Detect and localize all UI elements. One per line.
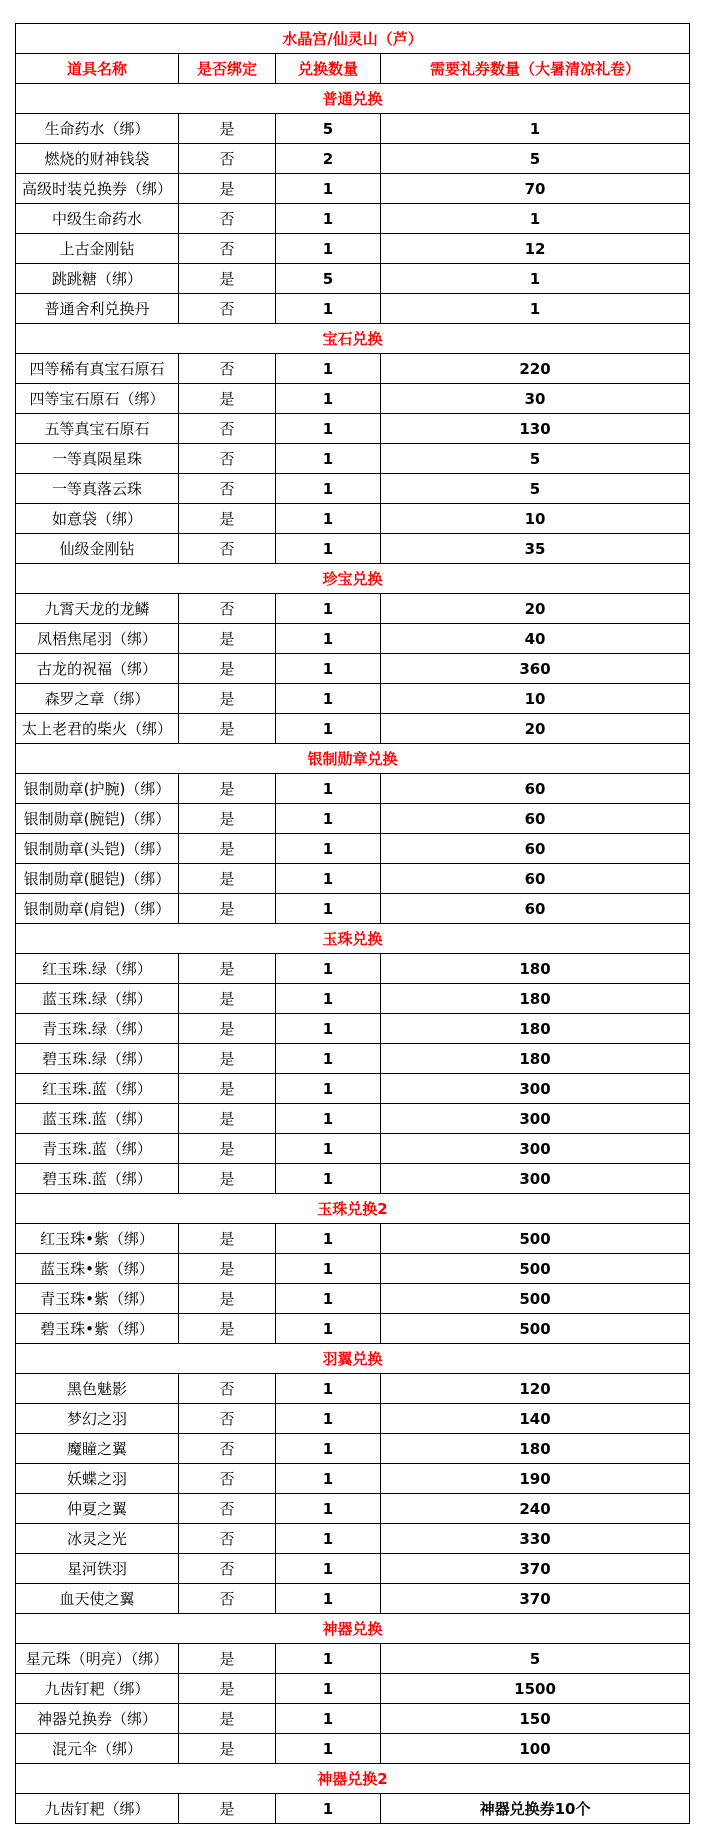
bound-cell: 是: [179, 1074, 276, 1104]
coupon-cost-cell: 5: [381, 474, 690, 504]
bound-cell: 是: [179, 1224, 276, 1254]
item-name-cell: 一等真陨星珠: [16, 444, 179, 474]
header-item-name: 道具名称: [16, 54, 179, 84]
coupon-cost-cell: 5: [381, 1644, 690, 1674]
table-row: [16, 234, 690, 264]
quantity-cell: 5: [276, 264, 381, 294]
bound-cell: 否: [179, 144, 276, 174]
title-row: [16, 24, 690, 54]
quantity-cell: 1: [276, 1404, 381, 1434]
item-name-cell: 星元珠（明亮）（绑）: [16, 1644, 179, 1674]
section-title: 玉珠兑换: [16, 924, 690, 954]
item-name-cell: 星河铁羽: [16, 1554, 179, 1584]
quantity-cell: 1: [276, 1554, 381, 1584]
section-row: [16, 324, 690, 354]
section-title: 神器兑换: [16, 1614, 690, 1644]
coupon-cost-cell: 1: [381, 204, 690, 234]
item-name-cell: 银制勋章(腕铠)（绑）: [16, 804, 179, 834]
coupon-cost-cell: 130: [381, 414, 690, 444]
table-row: [16, 1524, 690, 1554]
coupon-cost-cell: 500: [381, 1284, 690, 1314]
bound-cell: 是: [179, 384, 276, 414]
bound-cell: 否: [179, 1584, 276, 1614]
coupon-cost-cell: 180: [381, 1044, 690, 1074]
table-row: [16, 1314, 690, 1344]
quantity-cell: 1: [276, 834, 381, 864]
item-name-cell: 冰灵之光: [16, 1524, 179, 1554]
coupon-cost-cell: 100: [381, 1734, 690, 1764]
section-title: 宝石兑换: [16, 324, 690, 354]
coupon-cost-cell: 180: [381, 954, 690, 984]
table-row: [16, 1494, 690, 1524]
quantity-cell: 1: [276, 984, 381, 1014]
table-row: [16, 1704, 690, 1734]
item-name-cell: 仲夏之翼: [16, 1494, 179, 1524]
bound-cell: 是: [179, 1314, 276, 1344]
quantity-cell: 1: [276, 504, 381, 534]
quantity-cell: 1: [276, 1254, 381, 1284]
section-title: 羽翼兑换: [16, 1344, 690, 1374]
table-row: [16, 774, 690, 804]
table-row: [16, 1284, 690, 1314]
coupon-cost-cell: 140: [381, 1404, 690, 1434]
item-name-cell: 蓝玉珠.蓝（绑）: [16, 1104, 179, 1134]
table-row: [16, 834, 690, 864]
bound-cell: 否: [179, 1374, 276, 1404]
coupon-cost-cell: 60: [381, 894, 690, 924]
bound-cell: 否: [179, 1434, 276, 1464]
coupon-cost-cell: 70: [381, 174, 690, 204]
quantity-cell: 1: [276, 594, 381, 624]
quantity-cell: 1: [276, 894, 381, 924]
quantity-cell: 5: [276, 114, 381, 144]
table-row: [16, 504, 690, 534]
table-row: [16, 264, 690, 294]
bound-cell: 否: [179, 474, 276, 504]
bound-cell: 否: [179, 204, 276, 234]
quantity-cell: 1: [276, 1644, 381, 1674]
coupon-cost-cell: 500: [381, 1314, 690, 1344]
table-row: [16, 1164, 690, 1194]
item-name-cell: 高级时装兑换券（绑）: [16, 174, 179, 204]
item-name-cell: 凤梧焦尾羽（绑）: [16, 624, 179, 654]
bound-cell: 是: [179, 684, 276, 714]
section-title: 银制勋章兑换: [16, 744, 690, 774]
section-title: 普通兑换: [16, 84, 690, 114]
table-row: [16, 1644, 690, 1674]
section-title: 珍宝兑换: [16, 564, 690, 594]
table-row: [16, 414, 690, 444]
table-row: [16, 174, 690, 204]
item-name-cell: 碧玉珠.蓝（绑）: [16, 1164, 179, 1194]
bound-cell: 否: [179, 234, 276, 264]
quantity-cell: 1: [276, 1434, 381, 1464]
item-name-cell: 古龙的祝福（绑）: [16, 654, 179, 684]
coupon-cost-cell: 60: [381, 804, 690, 834]
table-row: [16, 804, 690, 834]
section-row: [16, 1344, 690, 1374]
quantity-cell: 2: [276, 144, 381, 174]
item-name-cell: 银制勋章(腿铠)（绑）: [16, 864, 179, 894]
item-name-cell: 九齿钉耙（绑）: [16, 1794, 179, 1824]
quantity-cell: 1: [276, 1704, 381, 1734]
quantity-cell: 1: [276, 534, 381, 564]
header-quantity: 兑换数量: [276, 54, 381, 84]
item-name-cell: 四等宝石原石（绑）: [16, 384, 179, 414]
table-row: [16, 1734, 690, 1764]
bound-cell: 是: [179, 1644, 276, 1674]
item-name-cell: 神器兑换券（绑）: [16, 1704, 179, 1734]
table-row: [16, 1224, 690, 1254]
item-name-cell: 蓝玉珠•紫（绑）: [16, 1254, 179, 1284]
coupon-cost-cell: 20: [381, 594, 690, 624]
coupon-cost-cell: 300: [381, 1164, 690, 1194]
item-name-cell: 妖蝶之羽: [16, 1464, 179, 1494]
section-row: [16, 1614, 690, 1644]
item-name-cell: 碧玉珠.绿（绑）: [16, 1044, 179, 1074]
coupon-cost-cell: 500: [381, 1224, 690, 1254]
table-row: [16, 1014, 690, 1044]
coupon-cost-cell: 1500: [381, 1674, 690, 1704]
coupon-cost-cell: 1: [381, 264, 690, 294]
item-name-cell: 银制勋章(肩铠)（绑）: [16, 894, 179, 924]
table-row: [16, 1674, 690, 1704]
item-name-cell: 九霄天龙的龙鳞: [16, 594, 179, 624]
coupon-cost-cell: 370: [381, 1554, 690, 1584]
table-row: [16, 684, 690, 714]
bound-cell: 是: [179, 264, 276, 294]
bound-cell: 否: [179, 414, 276, 444]
table-row: [16, 534, 690, 564]
item-name-cell: 生命药水（绑）: [16, 114, 179, 144]
section-row: [16, 744, 690, 774]
bound-cell: 是: [179, 624, 276, 654]
quantity-cell: 1: [276, 1674, 381, 1704]
item-name-cell: 中级生命药水: [16, 204, 179, 234]
bound-cell: 是: [179, 954, 276, 984]
table-row: [16, 384, 690, 414]
bound-cell: 否: [179, 1554, 276, 1584]
quantity-cell: 1: [276, 774, 381, 804]
bound-cell: 是: [179, 1794, 276, 1824]
coupon-cost-cell: 300: [381, 1074, 690, 1104]
table-row: [16, 1404, 690, 1434]
item-name-cell: 森罗之章（绑）: [16, 684, 179, 714]
bound-cell: 是: [179, 1014, 276, 1044]
exchange-table: [15, 23, 690, 1824]
coupon-cost-cell: 300: [381, 1134, 690, 1164]
table-row: [16, 954, 690, 984]
bound-cell: 是: [179, 1254, 276, 1284]
table-row: [16, 1434, 690, 1464]
quantity-cell: 1: [276, 384, 381, 414]
bound-cell: 否: [179, 1524, 276, 1554]
coupon-cost-cell: 1: [381, 114, 690, 144]
bound-cell: 是: [179, 804, 276, 834]
coupon-cost-cell: 60: [381, 834, 690, 864]
quantity-cell: 1: [276, 444, 381, 474]
bound-cell: 是: [179, 1734, 276, 1764]
table-row: [16, 114, 690, 144]
quantity-cell: 1: [276, 1224, 381, 1254]
quantity-cell: 1: [276, 1014, 381, 1044]
table-row: [16, 444, 690, 474]
quantity-cell: 1: [276, 684, 381, 714]
quantity-cell: 1: [276, 234, 381, 264]
quantity-cell: 1: [276, 354, 381, 384]
bound-cell: 否: [179, 294, 276, 324]
table-row: [16, 864, 690, 894]
item-name-cell: 五等真宝石原石: [16, 414, 179, 444]
bound-cell: 是: [179, 654, 276, 684]
coupon-cost-cell: 神器兑换券10个: [381, 1794, 690, 1824]
bound-cell: 否: [179, 444, 276, 474]
item-name-cell: 跳跳糖（绑）: [16, 264, 179, 294]
quantity-cell: 1: [276, 624, 381, 654]
item-name-cell: 上古金刚钻: [16, 234, 179, 264]
coupon-cost-cell: 360: [381, 654, 690, 684]
item-name-cell: 一等真落云珠: [16, 474, 179, 504]
bound-cell: 是: [179, 1104, 276, 1134]
item-name-cell: 青玉珠.绿（绑）: [16, 1014, 179, 1044]
bound-cell: 是: [179, 1164, 276, 1194]
coupon-cost-cell: 330: [381, 1524, 690, 1554]
quantity-cell: 1: [276, 714, 381, 744]
section-row: [16, 1764, 690, 1794]
quantity-cell: 1: [276, 294, 381, 324]
table-row: [16, 1074, 690, 1104]
coupon-cost-cell: 40: [381, 624, 690, 654]
bound-cell: 否: [179, 594, 276, 624]
table-row: [16, 294, 690, 324]
coupon-cost-cell: 370: [381, 1584, 690, 1614]
item-name-cell: 九齿钉耙（绑）: [16, 1674, 179, 1704]
quantity-cell: 1: [276, 864, 381, 894]
bound-cell: 是: [179, 984, 276, 1014]
table-row: [16, 1254, 690, 1284]
quantity-cell: 1: [276, 804, 381, 834]
item-name-cell: 梦幻之羽: [16, 1404, 179, 1434]
item-name-cell: 普通舍利兑换丹: [16, 294, 179, 324]
item-name-cell: 青玉珠.蓝（绑）: [16, 1134, 179, 1164]
bound-cell: 否: [179, 1464, 276, 1494]
item-name-cell: 四等稀有真宝石原石: [16, 354, 179, 384]
table-row: [16, 1584, 690, 1614]
bound-cell: 是: [179, 174, 276, 204]
item-name-cell: 仙级金刚钻: [16, 534, 179, 564]
coupon-cost-cell: 60: [381, 864, 690, 894]
bound-cell: 是: [179, 864, 276, 894]
item-name-cell: 血天使之翼: [16, 1584, 179, 1614]
coupon-cost-cell: 180: [381, 984, 690, 1014]
table-row: [16, 714, 690, 744]
quantity-cell: 1: [276, 1134, 381, 1164]
table-row: [16, 204, 690, 234]
quantity-cell: 1: [276, 1104, 381, 1134]
coupon-cost-cell: 180: [381, 1434, 690, 1464]
quantity-cell: 1: [276, 1284, 381, 1314]
table-title: 水晶宫/仙灵山（芦）: [16, 24, 690, 54]
item-name-cell: 黑色魅影: [16, 1374, 179, 1404]
item-name-cell: 蓝玉珠.绿（绑）: [16, 984, 179, 1014]
quantity-cell: 1: [276, 1464, 381, 1494]
bound-cell: 是: [179, 1704, 276, 1734]
bound-cell: 是: [179, 504, 276, 534]
bound-cell: 是: [179, 894, 276, 924]
section-title: 玉珠兑换2: [16, 1194, 690, 1224]
bound-cell: 否: [179, 1494, 276, 1524]
bound-cell: 是: [179, 1284, 276, 1314]
coupon-cost-cell: 12: [381, 234, 690, 264]
item-name-cell: 如意袋（绑）: [16, 504, 179, 534]
table-row: [16, 354, 690, 384]
coupon-cost-cell: 30: [381, 384, 690, 414]
section-row: [16, 564, 690, 594]
table-row: [16, 654, 690, 684]
item-name-cell: 魔瞳之翼: [16, 1434, 179, 1464]
quantity-cell: 1: [276, 1734, 381, 1764]
coupon-cost-cell: 5: [381, 144, 690, 174]
table-row: [16, 1134, 690, 1164]
coupon-cost-cell: 1: [381, 294, 690, 324]
coupon-cost-cell: 240: [381, 1494, 690, 1524]
item-name-cell: 红玉珠•紫（绑）: [16, 1224, 179, 1254]
bound-cell: 是: [179, 1674, 276, 1704]
item-name-cell: 混元伞（绑）: [16, 1734, 179, 1764]
item-name-cell: 银制勋章(护腕)（绑）: [16, 774, 179, 804]
item-name-cell: 太上老君的柴火（绑）: [16, 714, 179, 744]
header-bound: 是否绑定: [179, 54, 276, 84]
quantity-cell: 1: [276, 954, 381, 984]
quantity-cell: 1: [276, 474, 381, 504]
bound-cell: 是: [179, 1044, 276, 1074]
quantity-cell: 1: [276, 414, 381, 444]
section-title: 神器兑换2: [16, 1764, 690, 1794]
table-row: [16, 624, 690, 654]
coupon-cost-cell: 150: [381, 1704, 690, 1734]
bound-cell: 是: [179, 774, 276, 804]
table-row: [16, 1464, 690, 1494]
bound-cell: 否: [179, 534, 276, 564]
coupon-cost-cell: 500: [381, 1254, 690, 1284]
quantity-cell: 1: [276, 654, 381, 684]
quantity-cell: 1: [276, 1794, 381, 1824]
quantity-cell: 1: [276, 1074, 381, 1104]
item-name-cell: 红玉珠.蓝（绑）: [16, 1074, 179, 1104]
bound-cell: 是: [179, 1134, 276, 1164]
table-row: [16, 1794, 690, 1824]
header-row: [16, 54, 690, 84]
section-row: [16, 84, 690, 114]
item-name-cell: 红玉珠.绿（绑）: [16, 954, 179, 984]
item-name-cell: 银制勋章(头铠)（绑）: [16, 834, 179, 864]
item-name-cell: 燃烧的财神钱袋: [16, 144, 179, 174]
coupon-cost-cell: 10: [381, 504, 690, 534]
bound-cell: 是: [179, 834, 276, 864]
coupon-cost-cell: 10: [381, 684, 690, 714]
table-row: [16, 984, 690, 1014]
table-row: [16, 474, 690, 504]
coupon-cost-cell: 35: [381, 534, 690, 564]
quantity-cell: 1: [276, 1584, 381, 1614]
coupon-cost-cell: 20: [381, 714, 690, 744]
header-coupon-cost: 需要礼券数量（大暑清凉礼卷）: [381, 54, 690, 84]
section-row: [16, 1194, 690, 1224]
table-row: [16, 1044, 690, 1074]
table-row: [16, 1554, 690, 1584]
coupon-cost-cell: 190: [381, 1464, 690, 1494]
quantity-cell: 1: [276, 1314, 381, 1344]
quantity-cell: 1: [276, 1524, 381, 1554]
coupon-cost-cell: 60: [381, 774, 690, 804]
table-row: [16, 1104, 690, 1134]
quantity-cell: 1: [276, 1164, 381, 1194]
table-row: [16, 594, 690, 624]
coupon-cost-cell: 300: [381, 1104, 690, 1134]
coupon-cost-cell: 220: [381, 354, 690, 384]
bound-cell: 否: [179, 1404, 276, 1434]
quantity-cell: 1: [276, 1044, 381, 1074]
quantity-cell: 1: [276, 1494, 381, 1524]
coupon-cost-cell: 180: [381, 1014, 690, 1044]
table-row: [16, 1374, 690, 1404]
table-row: [16, 894, 690, 924]
bound-cell: 是: [179, 714, 276, 744]
bound-cell: 是: [179, 114, 276, 144]
quantity-cell: 1: [276, 204, 381, 234]
section-row: [16, 924, 690, 954]
coupon-cost-cell: 5: [381, 444, 690, 474]
quantity-cell: 1: [276, 1374, 381, 1404]
table-row: [16, 144, 690, 174]
coupon-cost-cell: 120: [381, 1374, 690, 1404]
item-name-cell: 碧玉珠•紫（绑）: [16, 1314, 179, 1344]
quantity-cell: 1: [276, 174, 381, 204]
item-name-cell: 青玉珠•紫（绑）: [16, 1284, 179, 1314]
bound-cell: 否: [179, 354, 276, 384]
